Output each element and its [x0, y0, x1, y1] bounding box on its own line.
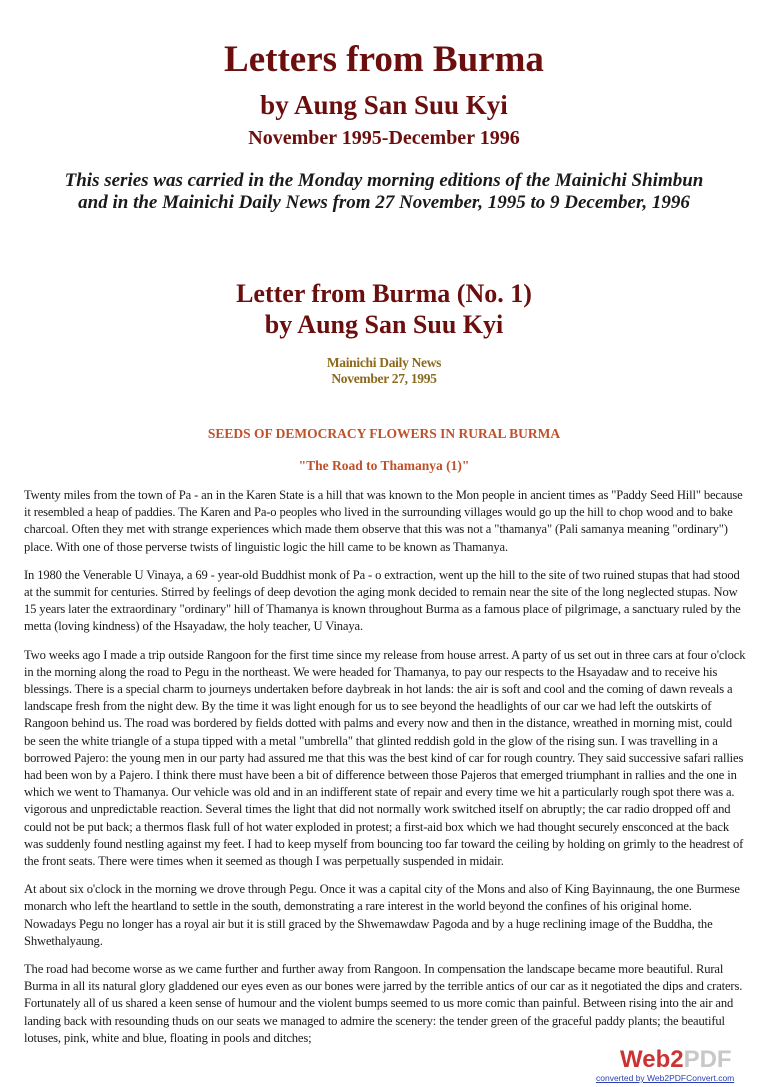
letter-date: November 27, 1995: [331, 371, 437, 386]
converted-by-link[interactable]: converted by Web2PDFConvert.com: [596, 1073, 735, 1083]
letter-title: Letter from Burma (No. 1): [236, 279, 532, 308]
paragraph: Two weeks ago I made a trip outside Rangoon for the first time since my release from house arrest. A party of us set out in three cars at four o'clock in the morning along the road to Pegu in the northeast. We were headed for Thamanya, to pay our respects to the Hsayadaw and to receive his blessings. There is a special charm to journeys undertaken before daybreak in hot lands: the air is soft and cool and the coming of dawn reveals a landscape fresh from the night dew. By the time it was light enough for us to see beyond the headlights of our car we had left the outskirts of Rangoon behind us. The road was bordered by fields dotted with palms and every now and then in the distance, wreathed in morning mist, could be seen the white triangle of a stupa tipped with a metal "umbrella" that glinted reddish gold in the glow of the rising sun. I was travelling in a borrowed Pajero: the young men in our party had assured me that this was the best kind of car for rough country. They said successive safari rallies had been won by a Pajero. I think there must have been a bit of difference between those Pajeros that emerged triumphant in rallies and the one in which we went to Thamanya. Our vehicle was old and in an indifferent state of repair and every time we hit a particularly rough spot there was a. vigorous and unpredictable reaction. Several times the light that did not normally work switched itself on abruptly; the car radio dropped off and could not be put back; a thermos flask full of hot water exploded in protest; a first-aid box which we had thought securely ensconced at the back was suddenly found nestling against my feet. I had to keep myself from bouncing too far toward the ceiling by holding on grimly to the headrest of the front seats. There were times when it seemed as though I was perpetually suspended in midair.: [24, 647, 746, 869]
document-dates: November 1995-December 1996: [248, 127, 520, 149]
letter-subheadline: "The Road to Thamanya (1)": [298, 458, 470, 473]
document-byline: by Aung San Suu Kyi: [260, 90, 508, 120]
intro-line-1: This series was carried in the Monday morning editions of the Mainichi Shimbun: [64, 170, 704, 191]
paragraph: At about six o'clock in the morning we drove through Pegu. Once it was a capital city of the Mons and also of King Bayinnaung, the one Burmese monarch who left the heartland to settle in the south, demonstrating a rare interest in the world beyond the confines of his original home. Nowadays Pegu no longer has a royal air but it is still graced by the Shwemawdaw Pagoda and by a huge reclining image of the Buddha, the Shwethalyaung.: [24, 882, 740, 948]
letter-body: [24, 487, 746, 1058]
paragraph: In 1980 the Venerable U Vinaya, a 69 - year-old Buddhist monk of Pa - o extraction, went up the hill to the site of two ruined stupas that had stood at the summit for centuries. Stirred by feelings of deep devotion the aging monk decided to remain near the site of the long neglected stupas. Now 15 years later the extraordinary "ordinary" hill of Thamanya is known throughout Burma as a famous place of pilgrimage, a sanctuary ruled by the metta (loving kindness) of the Hsayadaw, the holy teacher, U Vinaya.: [24, 567, 741, 634]
document-title: Letters from Burma: [224, 39, 544, 80]
logo-pdf-text: PDF: [683, 1046, 732, 1073]
intro-line-2: and in the Mainichi Daily News from 27 November, 1995 to 9 December, 1996: [78, 192, 690, 213]
logo-web2-text: Web2: [620, 1046, 684, 1073]
paragraph: Twenty miles from the town of Pa - an in the Karen State is a hill that was known to the Mon people in ancient times as "Paddy Seed Hill" because it resembled a heap of paddies. The Karen and Pa-o peoples who lived in the surrounding villages would go up the hill to chop wood and to bake charcoal. Often they met with strange experiences which made them observe that this was not a "thamanya" (Pali samanya meaning "ordinary") place. With one of those perverse twists of linguistic logic the hill came to be known as Thamanya.: [24, 488, 743, 554]
letter-headline: SEEDS OF DEMOCRACY FLOWERS IN RURAL BURMA: [207, 426, 561, 441]
letter-source: Mainichi Daily News: [326, 355, 442, 370]
web2pdf-logo: [620, 1048, 732, 1072]
paragraph: The road had become worse as we came further and further away from Rangoon. In compensation the landscape became more beautiful. Rural Burma in all its natural glory gladdened our eyes even as our bones were jarred by the terrible antics of our car as it negotiated the dips and craters. Fortunately all of us shared a keen sense of humour and the violent bumps seemed to us more comic than painful. Between rising into the air and landing back with resounding thuds on our seats we managed to admire the scenery: the tender green of the graceful paddy plants; the beautiful lotuses, pink, white and blue, floating in pools and ditches;: [24, 962, 743, 1045]
letter-byline: by Aung San Suu Kyi: [264, 310, 504, 339]
